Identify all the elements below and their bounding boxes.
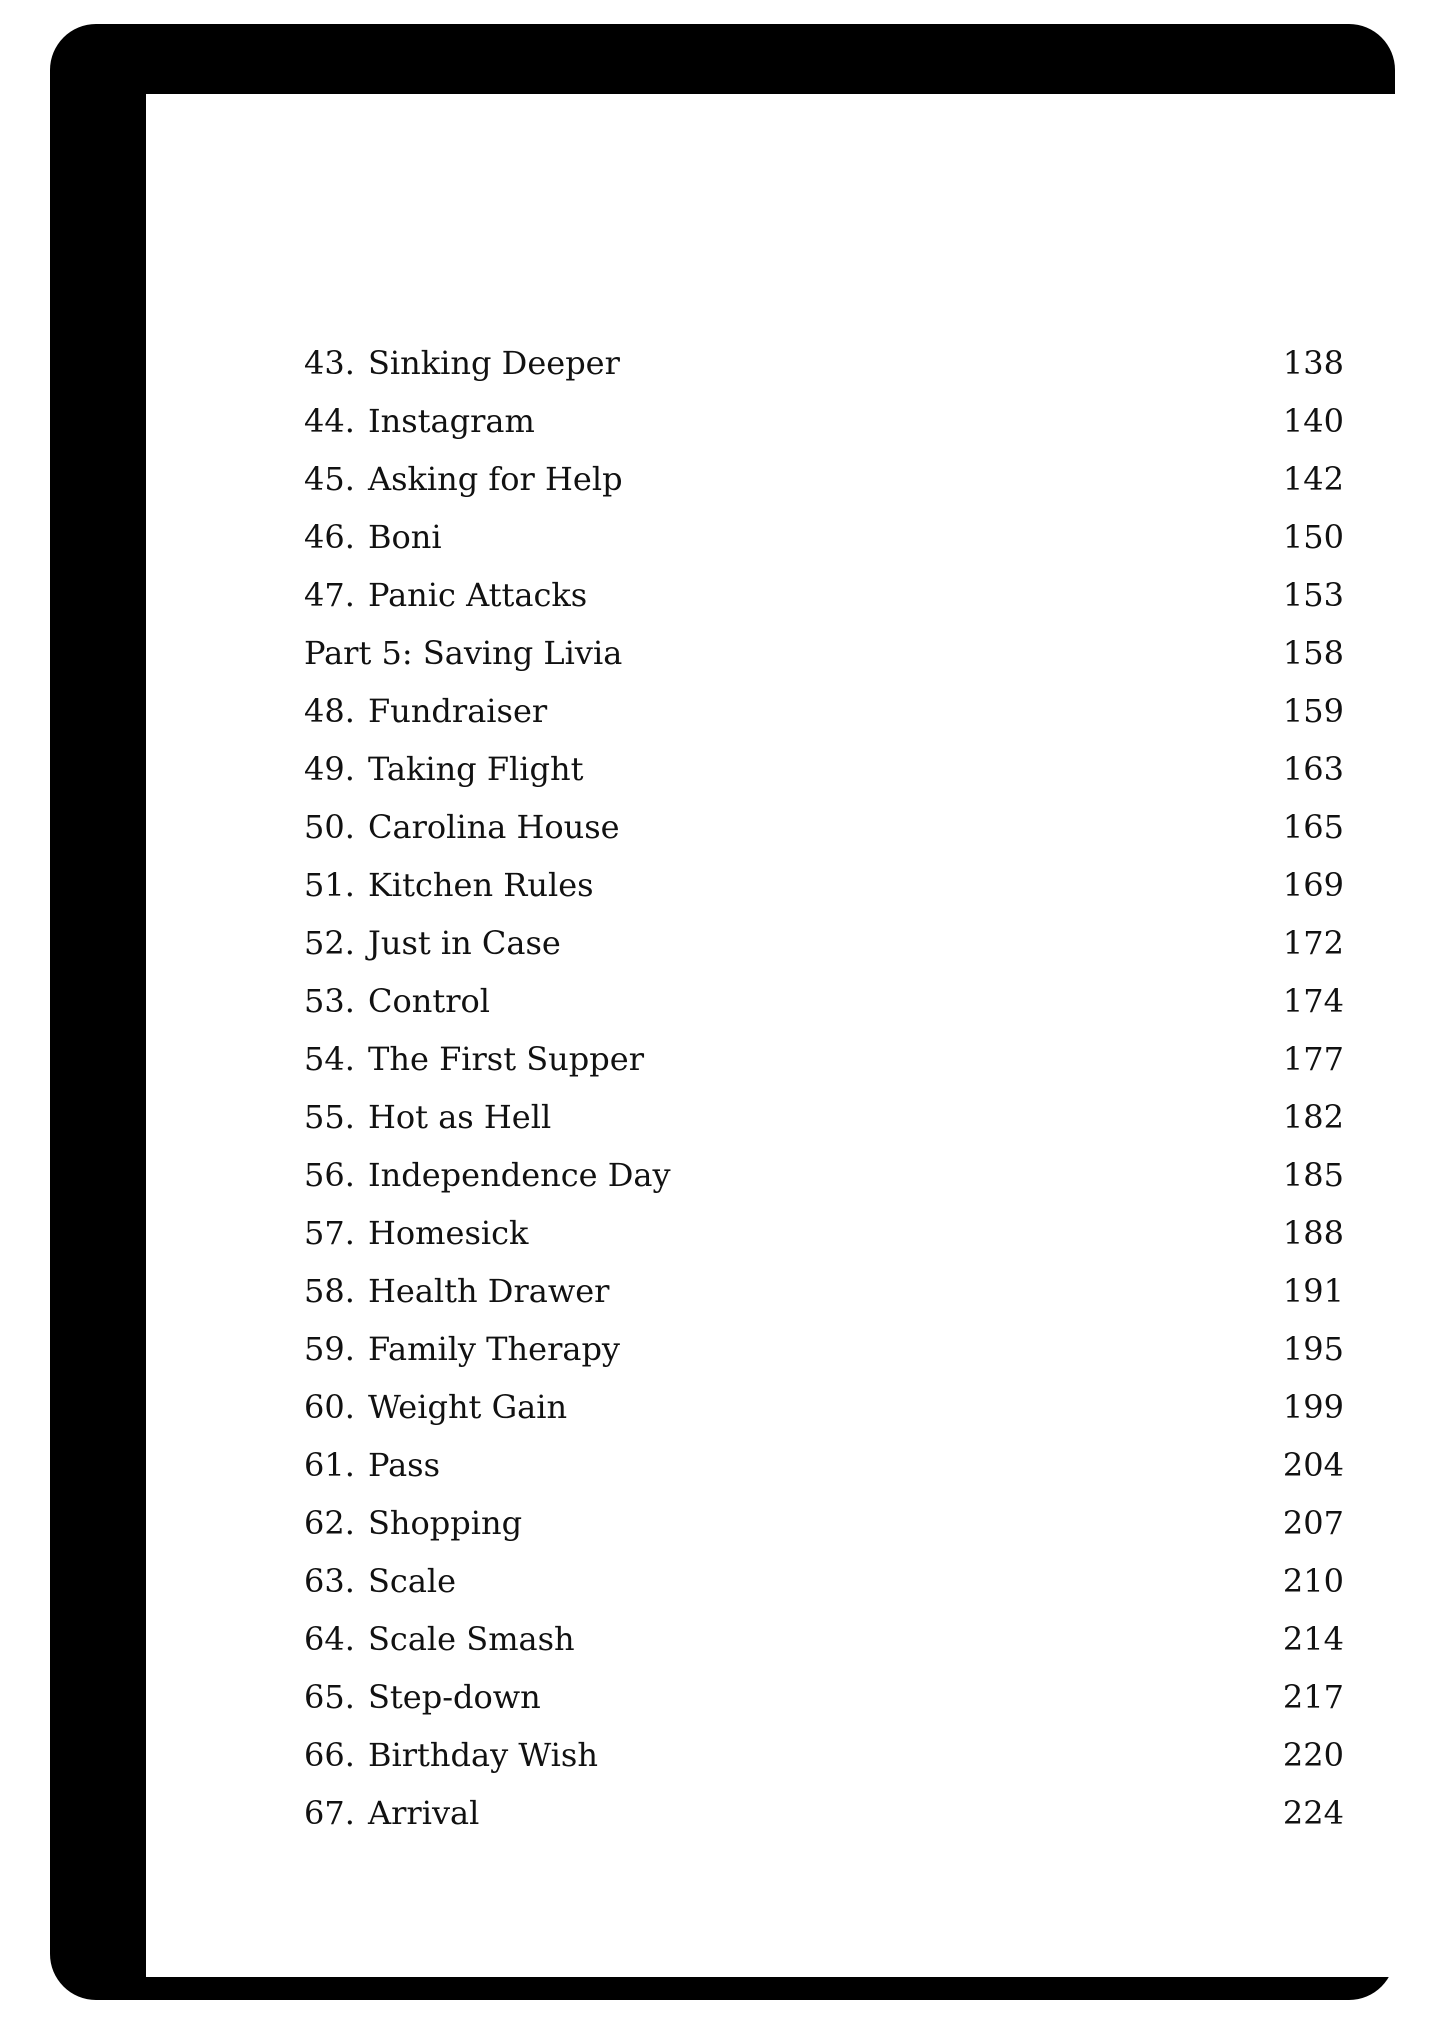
toc-entry [304, 1494, 1344, 1552]
page-number: 210 [1282, 1562, 1344, 1600]
chapter-title: Boni [368, 518, 442, 556]
chapter-number: 44. [304, 402, 355, 440]
chapter-title: Homesick [368, 1214, 529, 1252]
page-number: 153 [1282, 576, 1344, 614]
toc-entry [304, 508, 1344, 566]
chapter-title: Birthday Wish [368, 1736, 598, 1774]
chapter-number: 59. [304, 1330, 355, 1368]
page-number: 138 [1282, 344, 1344, 382]
device-frame [50, 24, 1395, 2000]
chapter-number: 56. [304, 1156, 355, 1194]
chapter-title: Fundraiser [368, 692, 548, 730]
toc-entry [304, 1784, 1344, 1842]
page-number: 207 [1282, 1504, 1344, 1542]
page-number: 158 [1282, 634, 1344, 672]
chapter-number: 60. [304, 1388, 355, 1426]
page-number: 182 [1282, 1098, 1344, 1136]
toc-entry [304, 682, 1344, 740]
chapter-title: Step-down [368, 1678, 541, 1716]
chapter-title: Carolina House [368, 808, 620, 846]
page-number: 169 [1282, 866, 1344, 904]
toc-part-heading [304, 624, 1344, 682]
chapter-title: The First Supper [368, 1040, 644, 1078]
toc-entry [304, 1378, 1344, 1436]
toc-entry [304, 1726, 1344, 1784]
chapter-number: 55. [304, 1098, 355, 1136]
chapter-title: Scale [368, 1562, 457, 1600]
page-number: 224 [1282, 1794, 1344, 1832]
toc-entry [304, 1204, 1344, 1262]
chapter-title: Pass [368, 1446, 441, 1484]
chapter-title: Just in Case [368, 924, 561, 962]
chapter-number: 46. [304, 518, 355, 556]
chapter-number: 65. [304, 1678, 355, 1716]
chapter-number: 45. [304, 460, 355, 498]
chapter-title: Scale Smash [368, 1620, 575, 1658]
toc-entry [304, 856, 1344, 914]
chapter-title: Hot as Hell [368, 1098, 552, 1136]
chapter-number: 62. [304, 1504, 355, 1542]
chapter-number: 57. [304, 1214, 355, 1252]
page-number: 159 [1282, 692, 1344, 730]
chapter-number: 54. [304, 1040, 355, 1078]
page-number: 165 [1282, 808, 1344, 846]
toc-entry [304, 1030, 1344, 1088]
page-number: 214 [1282, 1620, 1344, 1658]
chapter-number: 61. [304, 1446, 355, 1484]
toc-entry [304, 798, 1344, 856]
chapter-number: 47. [304, 576, 355, 614]
chapter-title: Control [368, 982, 491, 1020]
chapter-title: Shopping [368, 1504, 523, 1542]
page-number: 220 [1282, 1736, 1344, 1774]
page-number: 172 [1282, 924, 1344, 962]
toc-entry [304, 566, 1344, 624]
chapter-number: 63. [304, 1562, 355, 1600]
chapter-number: 50. [304, 808, 355, 846]
page-number: 191 [1282, 1272, 1344, 1310]
page-number: 188 [1282, 1214, 1344, 1252]
toc-entry [304, 1610, 1344, 1668]
page-number: 199 [1282, 1388, 1344, 1426]
toc-entry [304, 1552, 1344, 1610]
page-number: 177 [1282, 1040, 1344, 1078]
toc-entry [304, 1668, 1344, 1726]
chapter-title: Asking for Help [368, 460, 623, 498]
chapter-number: 49. [304, 750, 355, 788]
page-number: 150 [1282, 518, 1344, 556]
page-number: 204 [1282, 1446, 1344, 1484]
chapter-title: Arrival [368, 1794, 480, 1832]
table-of-contents [304, 334, 1344, 1842]
chapter-number: 51. [304, 866, 355, 904]
page-number: 195 [1282, 1330, 1344, 1368]
chapter-number: 53. [304, 982, 355, 1020]
chapter-number: 43. [304, 344, 355, 382]
page-number: 217 [1282, 1678, 1344, 1716]
chapter-title: Weight Gain [368, 1388, 568, 1426]
chapter-number: 67. [304, 1794, 355, 1832]
page-number: 185 [1282, 1156, 1344, 1194]
chapter-number: 58. [304, 1272, 355, 1310]
chapter-title: Health Drawer [368, 1272, 610, 1310]
toc-entry [304, 972, 1344, 1030]
toc-entry [304, 740, 1344, 798]
toc-entry [304, 1088, 1344, 1146]
toc-entry [304, 1146, 1344, 1204]
toc-entry [304, 334, 1344, 392]
toc-entry [304, 450, 1344, 508]
chapter-number: 52. [304, 924, 355, 962]
chapter-title: Independence Day [368, 1156, 671, 1194]
toc-entry [304, 1436, 1344, 1494]
page-number: 174 [1282, 982, 1344, 1020]
chapter-title: Instagram [368, 402, 535, 440]
chapter-title: Sinking Deeper [368, 344, 620, 382]
part-title: Part 5: Saving Livia [304, 634, 623, 672]
toc-entry [304, 914, 1344, 972]
chapter-number: 48. [304, 692, 355, 730]
page-number: 140 [1282, 402, 1344, 440]
toc-entry [304, 1320, 1344, 1378]
page-number: 163 [1282, 750, 1344, 788]
chapter-title: Panic Attacks [368, 576, 588, 614]
page-number: 142 [1282, 460, 1344, 498]
chapter-title: Kitchen Rules [368, 866, 594, 904]
chapter-number: 66. [304, 1736, 355, 1774]
chapter-title: Family Therapy [368, 1330, 620, 1368]
toc-entry [304, 392, 1344, 450]
chapter-title: Taking Flight [368, 750, 584, 788]
chapter-number: 64. [304, 1620, 355, 1658]
toc-entry [304, 1262, 1344, 1320]
document-page [146, 94, 1399, 1977]
